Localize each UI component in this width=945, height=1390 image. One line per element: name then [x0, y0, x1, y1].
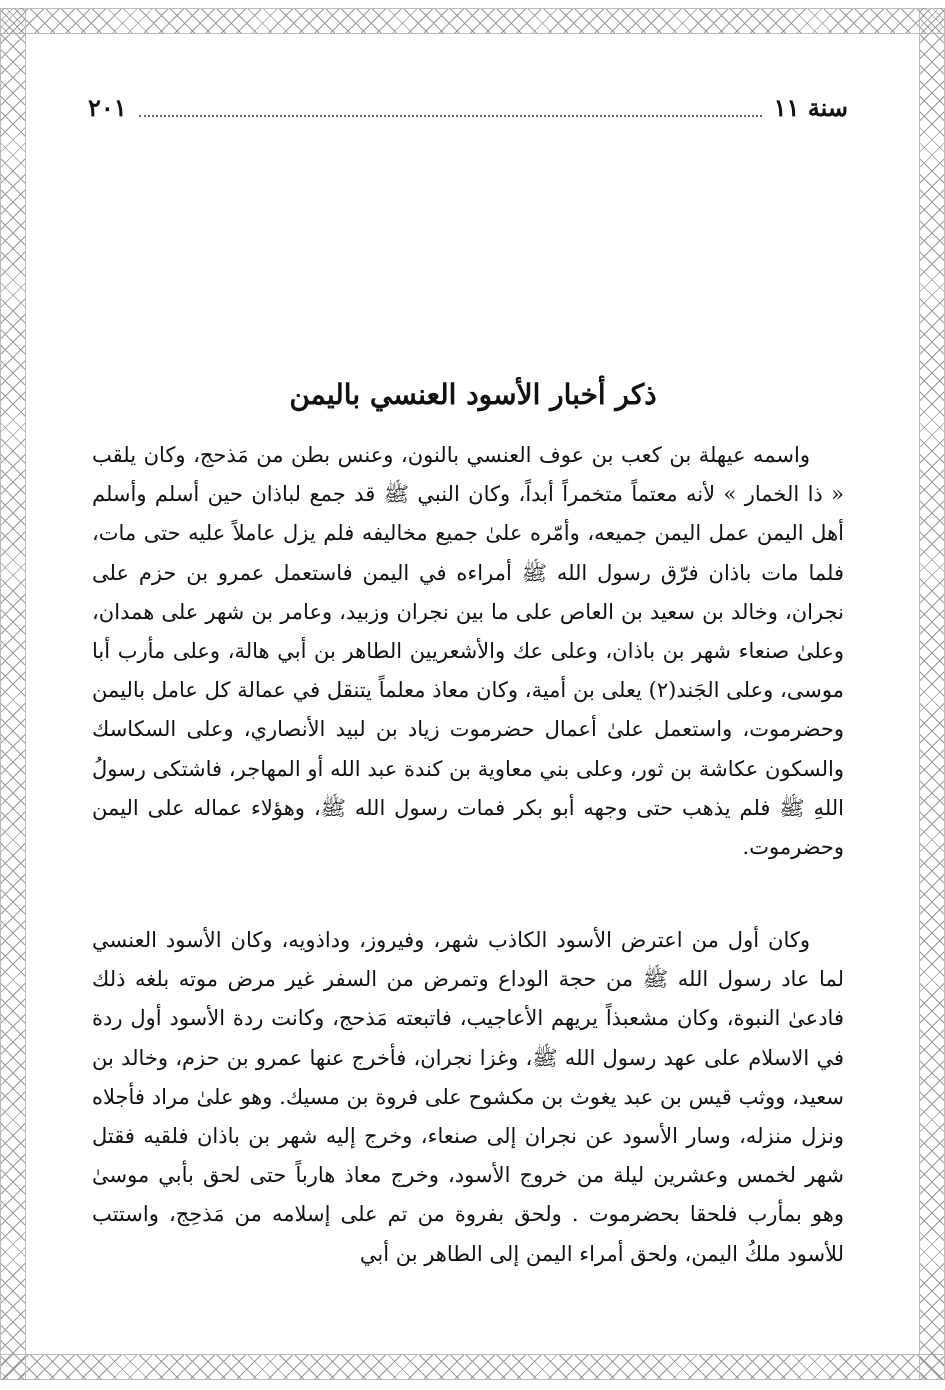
page-number: ٢٠١	[88, 92, 127, 122]
body-paragraph-2	[92, 921, 844, 1274]
body-paragraph-1	[92, 436, 844, 867]
header-dotted-leader	[139, 97, 762, 117]
running-header	[88, 90, 848, 124]
decorative-border-bottom	[0, 1354, 945, 1380]
header-year: سنة ١١	[773, 92, 848, 122]
decorative-border-top	[0, 8, 945, 34]
decorative-border-right	[919, 8, 945, 1380]
section-title: ذكر أخبار الأسود العنسي باليمن	[289, 378, 657, 411]
decorative-border-left	[0, 8, 26, 1380]
paragraph-text: واسمه عيهلة بن كعب بن عوف العنسي بالنون، وعنس بطن من مَذحج، وكان يلقب « ذا الخمار » لأنه معتماً متخمراً أبداً، وكان النبي ﷺ قد جمع لباذان حين أسلم وأسلم أهل اليمن عمل اليمن جميعه، وأمّره علىٰ جميع مخاليفه فلم يزل عاملاً عليه حتى مات، فلما مات باذان فرّق رسول الله ﷺ أمراءه في اليمن فاستعمل عمرو بن حزم على نجران، وخالد بن سعيد بن العاص على ما بين نجران وزبيد، وعامر بن شهر على همدان، وعلىٰ صنعاء شهر بن باذان، وعلى عك والأشعريين الطاهر بن أبي هالة، وعلى مأرب أبا موسى، وعلى الجَند(٢) يعلى بن أمية، وكان معاذ معلماً يتنقل في عمالة كل عامل باليمن وحضرموت، واستعمل علىٰ أعمال حضرموت زياد بن لبيد الأنصاري، وعلى السكاسك والسكون عكاشة بن ثور، وعلى بني معاوية بن كندة عبد الله أو المهاجر، فاشتكى رسولُ اللهِ ﷺ فلم يذهب حتى وجهه أبو بكر فمات رسول الله ﷺ، وهؤلاء عماله على اليمن وحضرموت.	[92, 443, 845, 860]
paragraph-text: وكان أول من اعترض الأسود الكاذب شهر، وفيروز، وداذويه، وكان الأسود العنسي لما عاد رسول الله ﷺ من حجة الوداع وتمرض من السفر غير مرض موته بلغه ذلك فادعىٰ النبوة، وكان مشعبذاً يريهم الأعاجيب، فاتبعته مَذحج، وكانت ردة الأسود أول ردة في الاسلام على عهد رسول الله ﷺ، وغزا نجران، فأخرج عنها عمرو بن حزم، وخالد بن سعيد، ووثب قيس بن عبد يغوث بن مكشوح على فروة بن مسيك. وهو علىٰ مراد فأجلاه ونزل منزله، وسار الأسود عن نجران إلى صنعاء، وخرج إليه شهر بن باذان فلقيه فقتل شهر لخمس وعشرين ليلة من خروج الأسود، وخرج معاذ هارباً حتى لحق بأبي موسىٰ وهو بمأرب فلحقا بحضرموت . ولحق بفروة من تم على إسلامه من مَذحِج، واستتب للأسود ملكُ اليمن، ولحق أمراء اليمن إلى الطاهر بن أبي	[92, 928, 844, 1266]
